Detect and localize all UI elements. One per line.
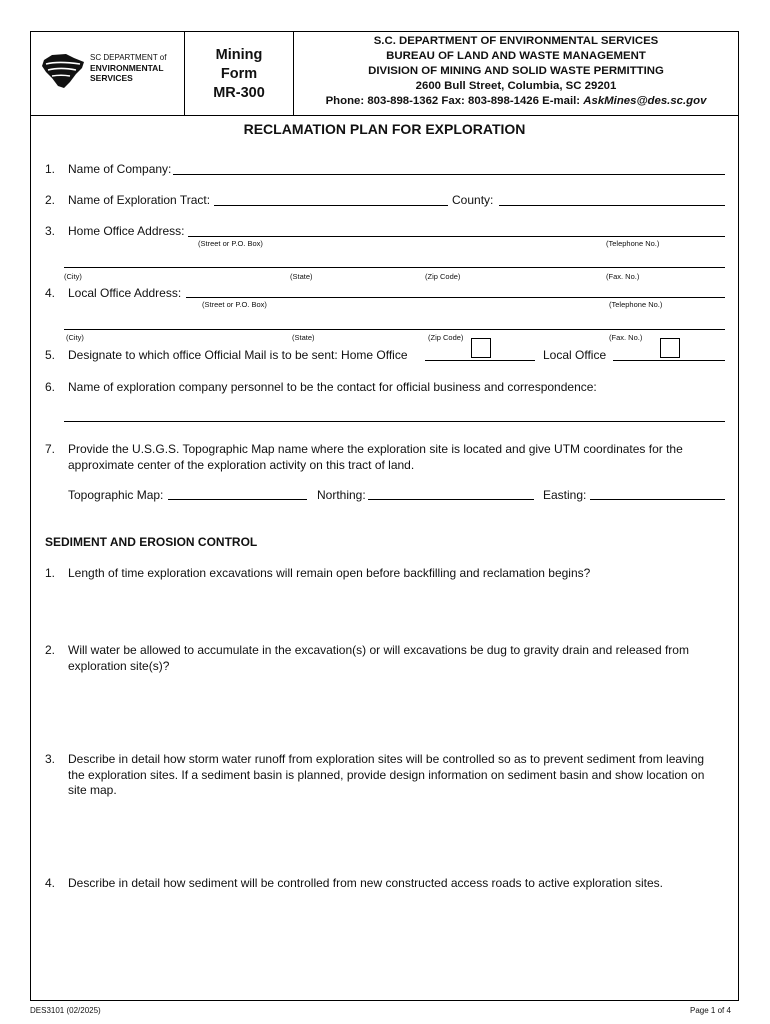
- logo-line: SERVICES: [90, 73, 133, 83]
- city-caption: (City): [66, 333, 84, 342]
- q1-number: 1.: [45, 162, 56, 176]
- des-logo: [40, 50, 180, 94]
- q1-label: Name of Company:: [68, 162, 172, 176]
- q2-label: Name of Exploration Tract:: [68, 193, 211, 207]
- q3-label: Home Office Address:: [68, 224, 185, 238]
- q3-number: 3.: [45, 224, 56, 238]
- telephone-caption: (Telephone No.): [609, 300, 663, 309]
- street-caption: (Street or P.O. Box): [202, 300, 267, 309]
- s1-number: 1.: [45, 566, 56, 580]
- s3-line: the exploration sites. If a sediment basin is planned, provide design information on sediment basin and show location on: [68, 767, 705, 782]
- state-map-icon: [40, 52, 88, 92]
- northing-field[interactable]: [368, 499, 534, 500]
- county-label: County:: [452, 193, 494, 207]
- form-id-line: Form: [220, 66, 258, 82]
- topo-map-field[interactable]: [168, 499, 307, 500]
- home-city-field[interactable]: [64, 267, 725, 268]
- form-id: [185, 46, 293, 103]
- agency-line: DIVISION OF MINING AND SOLID WASTE PERMITTING: [368, 65, 664, 77]
- topo-map-label: Topographic Map:: [68, 488, 164, 502]
- form-id-line: MR-300: [213, 85, 265, 101]
- logo-line: SC DEPARTMENT of: [90, 53, 167, 62]
- contact-personnel-field[interactable]: [64, 421, 725, 422]
- s4-number: 4.: [45, 876, 56, 890]
- header-divider: [30, 115, 739, 116]
- agency-block: [293, 34, 739, 109]
- fax-caption: (Fax. No.): [606, 272, 640, 281]
- s3-number: 3.: [45, 752, 56, 766]
- easting-field[interactable]: [590, 499, 725, 500]
- city-caption: (City): [64, 272, 82, 281]
- q6-label: Name of exploration company personnel to be the contact for official business and correspondence:: [68, 380, 597, 394]
- q7-number: 7.: [45, 442, 56, 456]
- agency-phone: Phone: 803-898-1362 Fax: 803-898-1426 E-mail:: [325, 95, 584, 107]
- northing-label: Northing:: [317, 488, 366, 502]
- s2-line: Will water be allowed to accumulate in the excavation(s) or will excavations be dug to gravity drain and released from: [68, 643, 689, 657]
- fax-caption: (Fax. No.): [609, 333, 643, 342]
- logo-line: ENVIRONMENTAL: [90, 63, 164, 73]
- page-title: RECLAMATION PLAN FOR EXPLORATION: [243, 121, 526, 137]
- street-caption: (Street or P.O. Box): [198, 239, 263, 248]
- q5-label: Designate to which office Official Mail is to be sent: Home Office: [68, 348, 408, 362]
- q4-label: Local Office Address:: [68, 286, 182, 300]
- page-number: Page 1 of 4: [690, 1006, 731, 1015]
- form-id-line: Mining: [215, 47, 263, 63]
- local-office-checkbox[interactable]: [660, 338, 680, 358]
- tract-name-field[interactable]: [214, 205, 448, 206]
- q7-line: Provide the U.S.G.S. Topographic Map name where the exploration site is located and give UTM coordinates for the: [68, 442, 683, 456]
- s3-line: site map.: [68, 783, 117, 797]
- s3-text: [68, 752, 733, 799]
- home-office-line: [425, 360, 535, 361]
- company-name-field[interactable]: [173, 174, 725, 175]
- agency-line: BUREAU OF LAND AND WASTE MANAGEMENT: [386, 50, 646, 62]
- agency-line: S.C. DEPARTMENT OF ENVIRONMENTAL SERVICES: [373, 35, 659, 47]
- home-street-field[interactable]: [188, 236, 725, 237]
- q7-text: [68, 442, 728, 473]
- q6-number: 6.: [45, 380, 56, 394]
- s4-text: Describe in detail how sediment will be controlled from new constructed access roads to active exploration sites.: [68, 876, 663, 890]
- form-frame: [30, 31, 739, 1001]
- state-caption: (State): [290, 272, 313, 281]
- q2-number: 2.: [45, 193, 56, 207]
- easting-label: Easting:: [543, 488, 587, 502]
- q4-number: 4.: [45, 286, 56, 300]
- home-office-checkbox[interactable]: [471, 338, 491, 358]
- zip-caption: (Zip Code): [425, 272, 461, 281]
- state-caption: (State): [292, 333, 315, 342]
- zip-caption: (Zip Code): [428, 333, 464, 342]
- section-heading: SEDIMENT AND EROSION CONTROL: [45, 535, 258, 549]
- local-office-label: Local Office: [543, 348, 607, 362]
- local-office-line: [613, 360, 725, 361]
- telephone-caption: (Telephone No.): [606, 239, 660, 248]
- local-city-field[interactable]: [64, 329, 725, 330]
- s2-number: 2.: [45, 643, 56, 657]
- agency-email[interactable]: AskMines@des.sc.gov: [583, 95, 707, 107]
- q7-line: approximate center of the exploration activity on this tract of land.: [68, 457, 415, 472]
- agency-address: 2600 Bull Street, Columbia, SC 29201: [415, 80, 617, 92]
- local-street-field[interactable]: [186, 297, 725, 298]
- s2-text: [68, 643, 728, 674]
- s3-line: Describe in detail how storm water runoff from exploration sites will be controlled so as to prevent sediment from leaving: [68, 752, 705, 766]
- county-field[interactable]: [499, 205, 725, 206]
- agency-contact: [293, 94, 739, 109]
- q5-number: 5.: [45, 348, 56, 362]
- s2-line: exploration site(s)?: [68, 658, 170, 673]
- s1-text: Length of time exploration excavations will remain open before backfilling and reclamation begins?: [68, 566, 591, 580]
- form-code: DES3101 (02/2025): [30, 1006, 101, 1015]
